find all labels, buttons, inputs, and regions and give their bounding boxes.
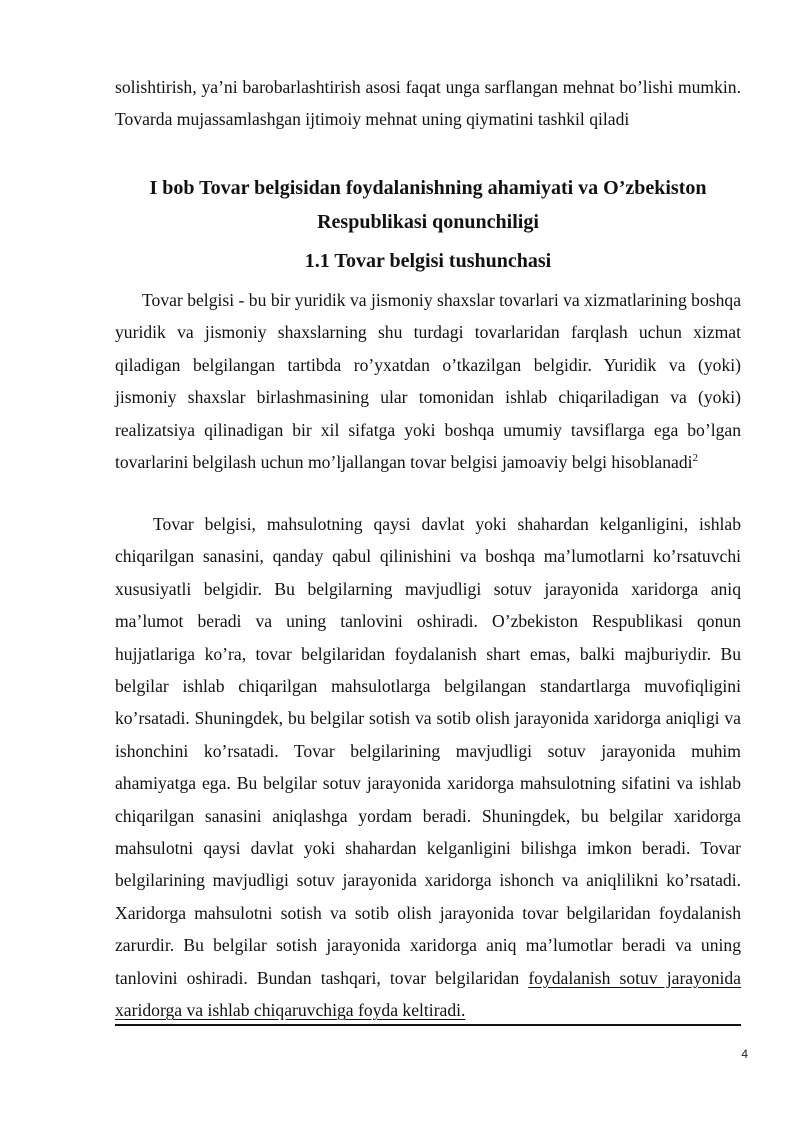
body-paragraph-intro: solishtirish, ya’ni barobarlashtirish asosi faqat unga sarflangan mehnat bo’lishi mumkin. Tovarda mujassamlashgan ijtimoiy mehnat uning qiymatini tashkil qiladi	[115, 77, 741, 130]
chapter-heading-line-1: I bob Tovar belgisidan foydalanishning ahamiyati va O’zbekiston	[149, 177, 707, 199]
main-text-last-line: foydalanish sotuv jarayonida xaridorga va ishlab chiqaruvchiga foyda keltiradi.	[115, 967, 741, 1021]
page-number: 4	[741, 1047, 748, 1061]
body-paragraph-definition	[115, 284, 741, 478]
page-bottom-rule	[115, 1024, 741, 1026]
chapter-heading-line-2: Respublikasi qonunchiligi	[317, 211, 539, 233]
footnote-reference[interactable]: 2	[692, 452, 699, 465]
chapter-heading	[90, 171, 766, 239]
main-text: Tovar belgisi, mahsulotning qaysi davlat yoki shahardan kelganligini, ishlab chiqarilgan sanasini, qanday qabul qilinishini va boshqa ma’lumotlarni ko’rsatuvchi xususiyatli belgidir. Bu belgilarning mavjudligi sotuv jarayonida xaridorga aniq ma’lumot beradi va uning tanlovini oshiradi. O’zbekiston Respublikasi qonun hujjatlariga ko’ra, tovar belgilaridan foydalanish shart emas, balki majburiydir. Bu belgilar ishlab chiqarilgan mahsulotlarga belgilangan standartlarga muvofiqligini ko’rsatadi. Shuningdek, bu belgilar sotish va sotib olish jarayonida xaridorga aniqligi va ishonchini ko’rsatadi. Tovar belgilarining mavjudligi sotuv jarayonida muhim ahamiyatga ega. Bu belgilar sotuv jarayonida xaridorga mahsulotning sifatini va ishlab chiqarilgan sanasini aniqlashga yordam beradi. Shuningdek, bu belgilar xaridorga mahsulotni qaysi davlat yoki shahardan kelganligini bilishga imkon beradi. Tovar belgilarining mavjudligi sotuv jarayonida xaridorga ishonch va aniqlilikni ko’rsatadi. Xaridorga mahsulotni sotish va sotib olish jarayonida tovar belgilaridan foydalanish zarurdir. Bu belgilar sotish jarayonida xaridorga aniq ma’lumotlar beradi va uning tanlovini oshiradi. Bundan tashqari, tovar belgilaridan	[115, 514, 741, 988]
body-paragraph-main	[115, 508, 741, 1027]
definition-text: Tovar belgisi - bu bir yuridik va jismoniy shaxslar tovarlari va xizmatlarining boshqa yuridik va jismoniy shaxslarning shu turdagi tovarlaridan farqlash uchun xizmat qiladigan belgilangan tartibda ro’yxatdan o’tkazilgan belgidir. Yuridik va (yoki) jismoniy shaxslar birlashmasining ular tomonidan ishlab chiqariladigan va (yoki) realizatsiya qilinadigan bir xil sifatga yoki boshqa umumiy tavsiflarga ega bo’lgan tovarlarini belgilash uchun mo’ljallangan tovar belgisi jamoaviy belgi hisoblanadi	[115, 290, 741, 473]
section-heading: 1.1 Tovar belgisi tushunchasi	[304, 250, 552, 272]
